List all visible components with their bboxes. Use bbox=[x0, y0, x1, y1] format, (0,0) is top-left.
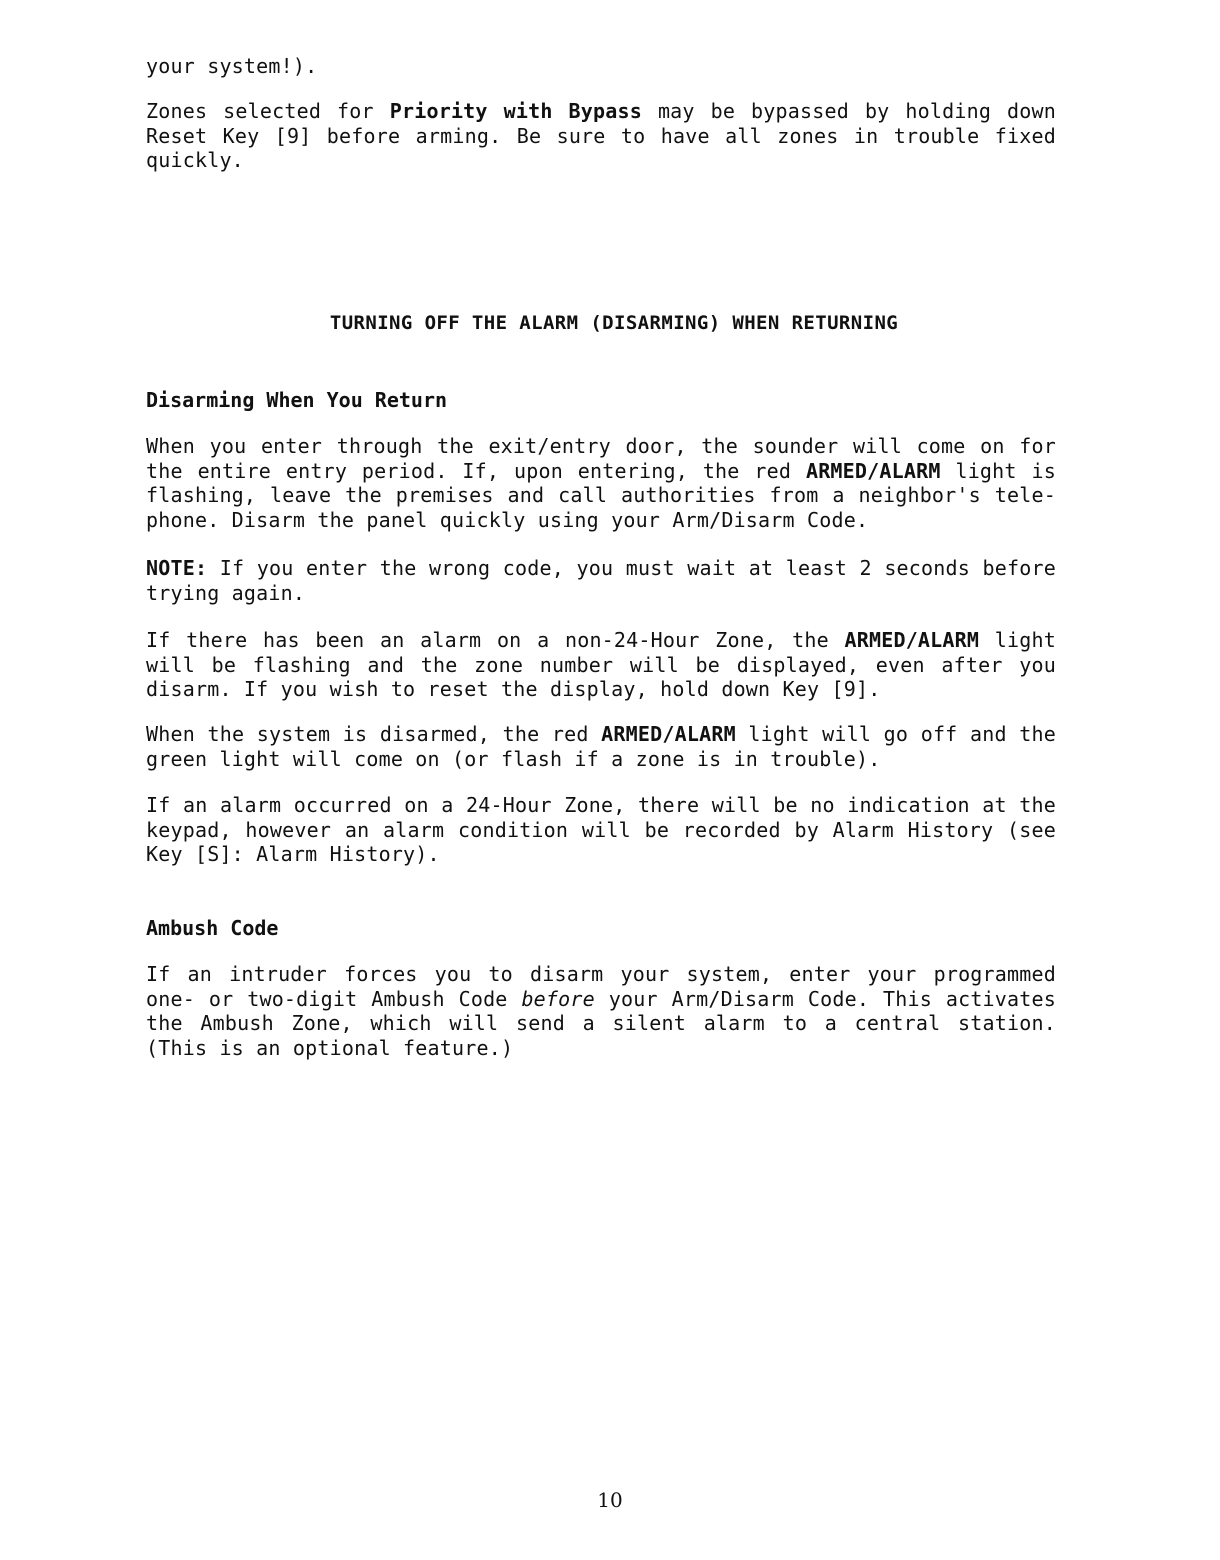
note-paragraph bbox=[146, 556, 1056, 605]
priority-bypass-text-1: Zones selected for bbox=[146, 99, 390, 123]
armed-alarm-term: ARMED/ALARM bbox=[805, 458, 941, 483]
armed-alarm-term: ARMED/ALARM bbox=[601, 722, 736, 746]
ambush-text-a: If an intruder forces you to disarm your system, enter your programmed one- or two-digit Ambush Code bbox=[146, 962, 1056, 1011]
armed-alarm-term: ARMED/ALARM bbox=[844, 628, 980, 652]
disarming-subheading: Disarming When You Return bbox=[146, 388, 448, 412]
ambush-paragraph bbox=[146, 962, 1056, 1060]
ambush-emphasis: before bbox=[521, 986, 595, 1011]
priority-bypass-paragraph bbox=[146, 99, 1056, 173]
continuation-text-span: your system!). bbox=[146, 54, 318, 78]
disarming-paragraph-5: If an alarm occurred on a 24-Hour Zone, there will be no indication at the keypad, however an alarm condition will be recorded by Alarm History (see Key [S]: Alarm History). bbox=[146, 793, 1056, 866]
note-text: If you enter the wrong code, you must wait at least 2 seconds before trying again. bbox=[146, 556, 1056, 605]
disarming-paragraph-1 bbox=[146, 434, 1056, 532]
ambush-subheading: Ambush Code bbox=[146, 916, 279, 940]
disarming-paragraph-4 bbox=[146, 722, 1056, 771]
disarming-p4-text-a: When the system is disarmed, the red bbox=[146, 722, 602, 746]
section-heading: TURNING OFF THE ALARM (DISARMING) WHEN RETURNING bbox=[329, 312, 899, 334]
ambush-text-c: your Arm/Disarm Code. This activates the Ambush Zone, which will send a silent alarm to a central station. (This is an optional feature.) bbox=[146, 986, 1057, 1060]
disarming-p3-text-a: If there has been an alarm on a non-24-Hour Zone, the bbox=[146, 628, 845, 652]
note-label: NOTE: bbox=[146, 556, 208, 580]
disarming-p1-text-c: light is flashing, leave the premises and call authorities from a neighbor's tele- phone. Disarm the panel quickly using your Arm/Disarm Code. bbox=[146, 458, 1056, 532]
disarming-paragraph-3 bbox=[146, 628, 1056, 702]
page-number: 10 bbox=[597, 1488, 623, 1512]
continuation-text bbox=[146, 54, 1056, 79]
disarming-p4-text-c: light will go off and the green light will come on (or flash if a zone is in trouble). bbox=[146, 722, 1056, 771]
disarming-p1-text-a: When you enter through the exit/entry door, the sounder will come on for the entire entry period. If, upon entering, the red bbox=[146, 434, 1056, 483]
disarming-p3-text-c: light will be flashing and the zone number will be displayed, even after you disarm. If you wish to reset the display, hold down Key [9]. bbox=[146, 628, 1056, 701]
priority-bypass-term: Priority with Bypass bbox=[389, 99, 642, 123]
priority-bypass-text-2: may be bypassed by holding down Reset Key [9] before arming. Be sure to have all zones in trouble fixed quickly. bbox=[146, 99, 1056, 172]
